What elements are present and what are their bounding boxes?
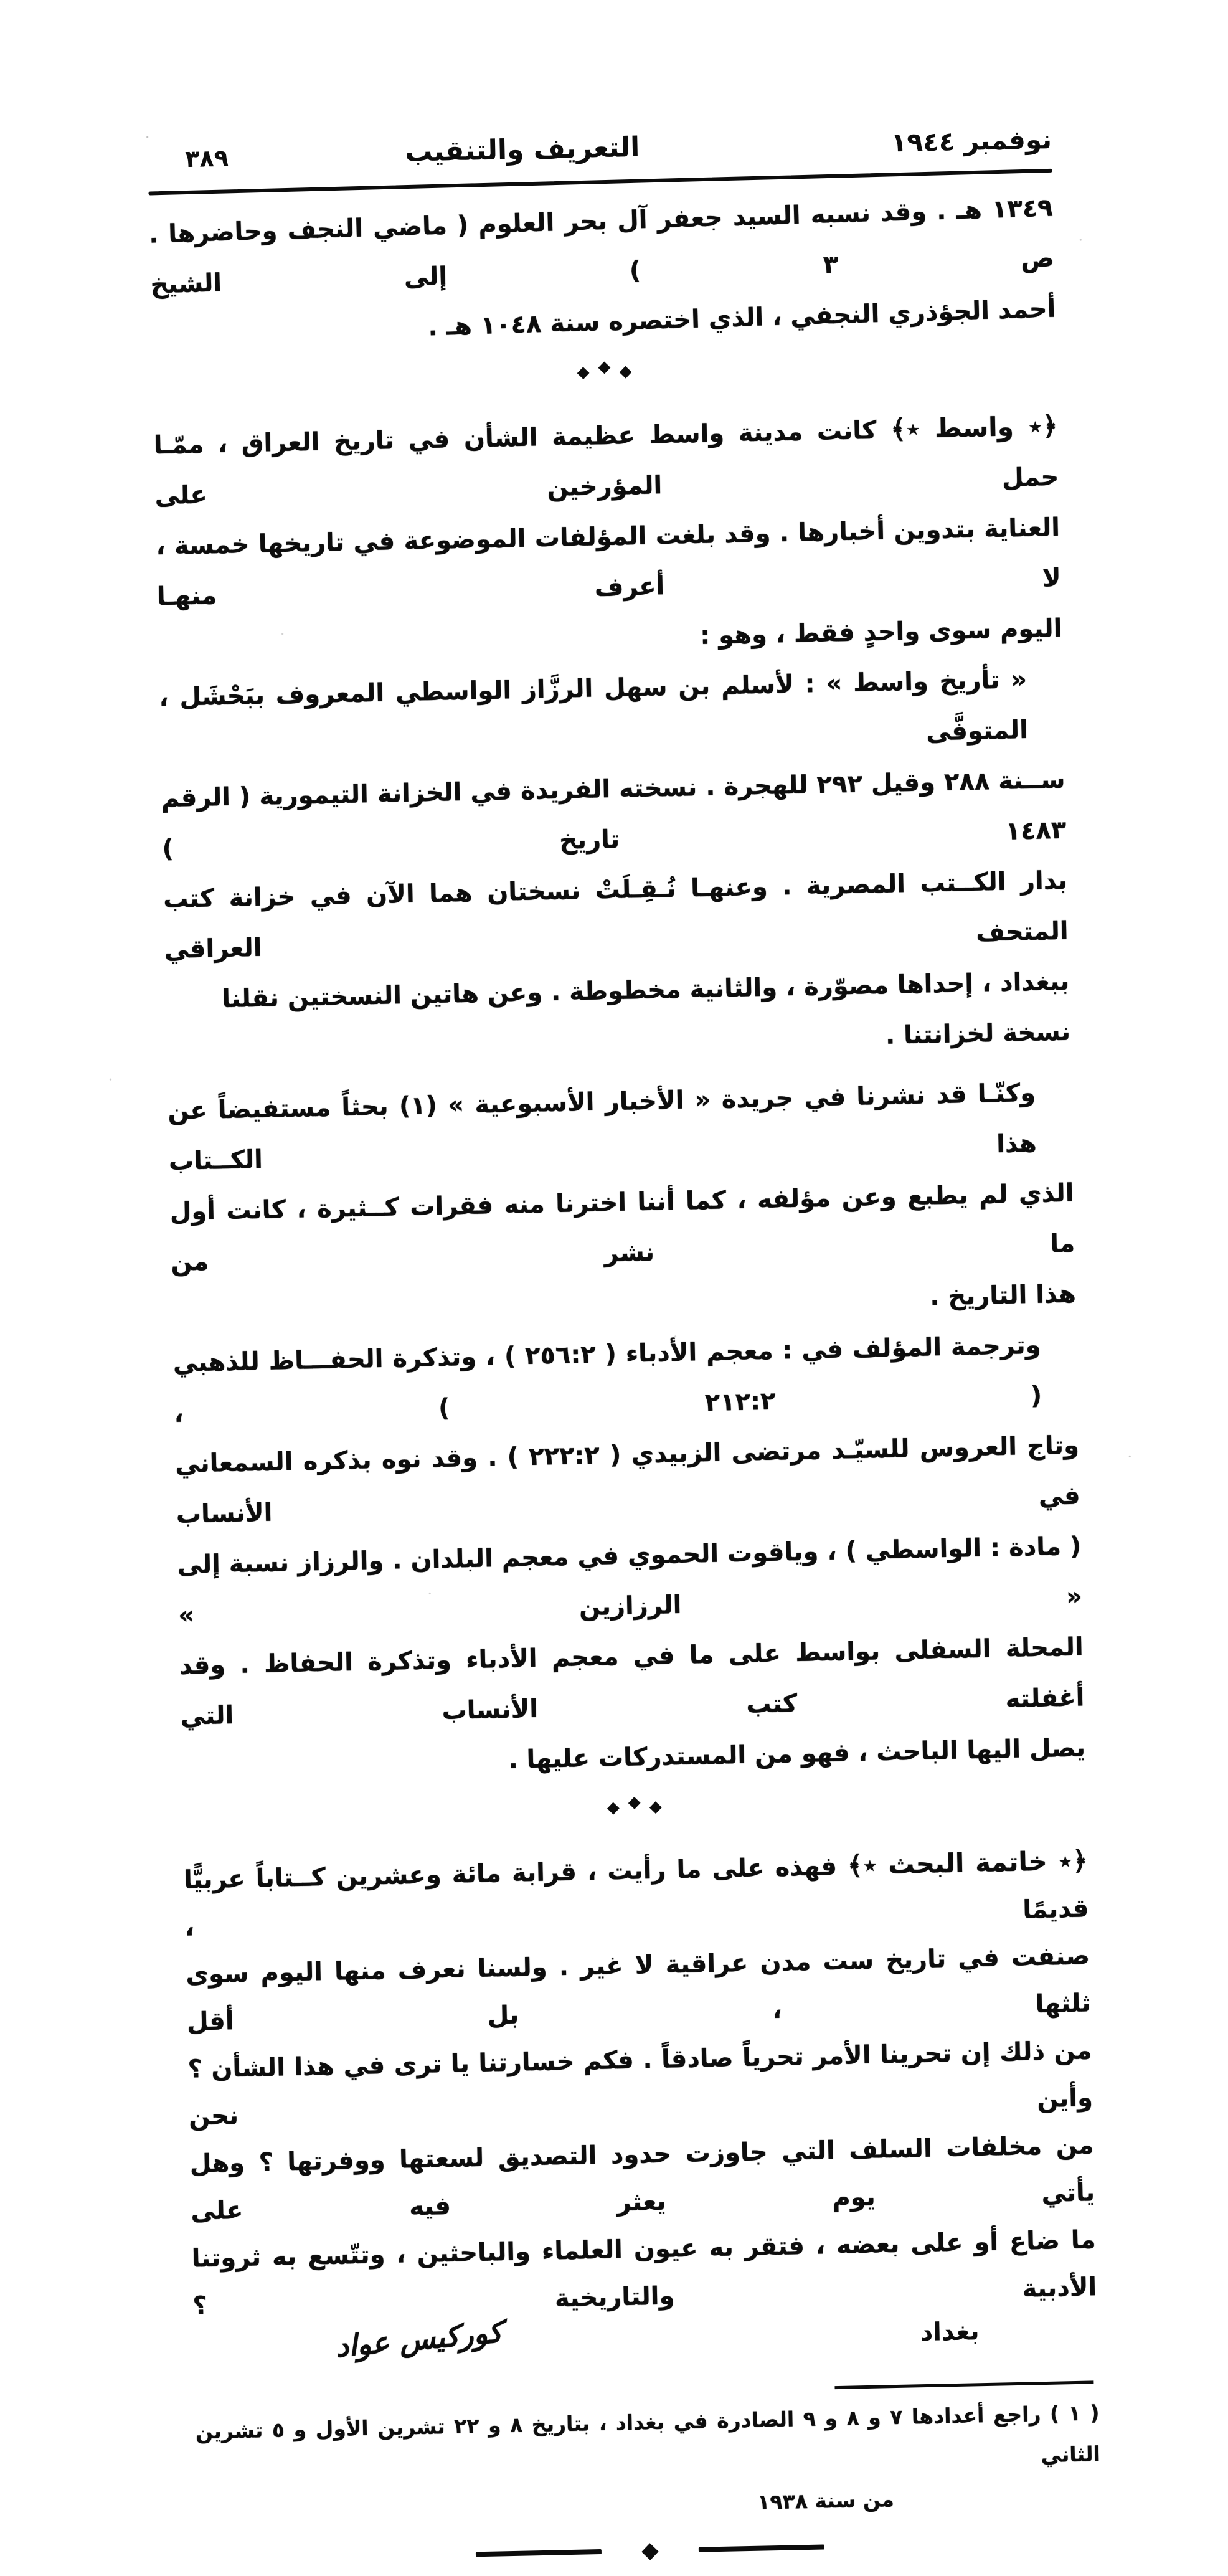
page-content <box>144 0 1102 2576</box>
text-line: يصل اليها الباحث ، فهو من المستدركات عليها . <box>508 1733 1086 1774</box>
text-line: من ذلك إن تحرينا الأمر تحرياً صادقاً . فكم خسارتنا يا ترى في هذا الشأن ؟ وأين نحن <box>187 2036 1093 2131</box>
paragraph-tarikh-wasit <box>159 654 1071 1076</box>
diamond-icon: ◆ <box>607 1798 620 1817</box>
paragraph-biography <box>172 1320 1086 1792</box>
text-line: ببغداد ، إحداها مصوّرة ، والثانية مخطوطة . وعن هاتين النسختين نقلنا نسخة لخزانتنا . <box>221 967 1071 1050</box>
text-line <box>183 1837 1089 1951</box>
paragraph-wasit <box>153 400 1062 673</box>
text-line <box>153 400 1059 521</box>
section-marker-wasit: ﴿٭ واسط ٭﴾ <box>890 410 1059 445</box>
text-line: اليوم سوى واحدٍ فقط ، وهو : <box>699 613 1062 651</box>
text-line: الذي لم يطبع وعن مؤلفه ، كما أننا اخترنا منه فقرات كــثيرة ، كانت أول ما نشر من <box>169 1178 1075 1277</box>
text-line: صنفت في تاريخ ست مدن عراقية لا غير . ولسنا نعرف منها اليوم سوى ثلثها ، بل أقل <box>185 1941 1092 2037</box>
page-number: ٣٨٩ <box>184 144 229 173</box>
text-line: ســنة ٢٨٨ وقيل ٢٩٢ للهجرة . نسخته الفريدة في الخزانة التيمورية ( الرقم ١٤٨٣ تاريخ ) <box>161 765 1067 864</box>
text-line: بدار الكــتب المصرية . وعنهـا نُـقِـلَتْ نسختان هما الآن في خزانة كتب المتحف العراقي <box>163 866 1069 965</box>
footnote <box>195 2392 1102 2534</box>
paragraph-conclusion <box>183 1837 1097 2329</box>
section-marker-conclusion: ﴿٭ خاتمة البحث ٭﴾ <box>847 1845 1089 1881</box>
text-span: كانت مدينة واسط عظيمة الشأن في تاريخ العراق ، ممّـا حمل المؤرخين على <box>153 416 1059 511</box>
paragraph-publication <box>167 1068 1076 1338</box>
text-line: وتاج العروس للسيّـد مرتضى الزبيدي ( ٢٢٢:٢ ) . وقد نوه بذكره السمعاني في الأنساب <box>174 1431 1081 1529</box>
text-line: وكنّـا قد نشرنا في جريدة « الأخبار الأسبوعية » (١) بحثاً مستفيضاً عن هذا الكــتاب <box>167 1078 1037 1177</box>
footnote-line: ( ١ ) راجع أعدادها ٧ و ٨ و ٩ الصادرة في بغداد ، بتاريخ ٨ و ٢٢ تشرين الأول و ٥ تشرين الثاني <box>195 2400 1101 2468</box>
footnote-rule <box>834 2380 1093 2389</box>
text-span: فهذه على ما رأيت ، قرابة مائة وعشرين كــتاباً عربيًّا قديمًا ، <box>183 1852 1089 1942</box>
end-ornament <box>198 2526 1103 2575</box>
text-line: ما ضاع أو على بعضه ، فتقر به عيون العلماء والباحثين ، وتتّسع به ثروتنا الأدبية والتاريخية ؟ <box>191 2225 1097 2321</box>
text-line: أحمد الجؤذري النجفي ، الذي اختصره سنة ١٠٤٨ هـ . <box>427 294 1057 342</box>
text-line: وترجمة المؤلف في : معجم الأدباء ( ٢٥٦:٢ ) ، وتذكرة الحفـــاظ للذهبي ( ٢١٢:٢ ) ، <box>172 1330 1042 1428</box>
text-line: العناية بتدوين أخبارها . وقد بلغت المؤلفات الموضوعة في تاريخها خمسة ، لا أعرف منهـا <box>155 513 1062 612</box>
diamond-icon: ◆ <box>641 2537 659 2564</box>
ornament-bar <box>476 2549 602 2557</box>
text-line: « تأريخ واسط » : لأسلم بن سهل الرزَّاز الواسطي المعروف ببَحْشَل ، المتوفَّى <box>158 665 1029 747</box>
diamond-icon: ◆ <box>619 362 632 381</box>
page-header <box>144 0 1052 173</box>
footnote-line: من سنة ١٩٣٨ <box>757 2487 895 2514</box>
text-line: هذا التاريخ . <box>929 1279 1077 1312</box>
text-line: ( مادة : الواسطي ) ، وياقوت الحموي في معجم البلدان . والرزاز نسبة إلى « الرزازين » <box>177 1532 1083 1630</box>
paragraph-continuation <box>148 183 1057 361</box>
text-line: المحلة السفلى بواسط على ما في معجم الأدباء وتذكرة الحفاظ . وقد أغفلته كتب الأنساب التي <box>179 1632 1085 1731</box>
text-line: من مخلفات السلف التي جاوزت حدود التصديق لسعتها ووفرتها ؟ وهل يأتي يوم يعثر فيه على <box>189 2131 1095 2226</box>
section-separator <box>182 1788 1087 1834</box>
diamond-icon: ◆ <box>628 1792 641 1812</box>
text-line: ١٣٤٩ هـ . وقد نسبه السيد جعفر آل بحر العلوم ( ماضي النجف وحاضرها . ص ٣ ) إلى الشيخ <box>148 193 1055 300</box>
diamond-icon: ◆ <box>598 357 611 377</box>
section-title: التعريف والتنقيب <box>404 131 640 168</box>
issue-date: نوفمبر ١٩٤٤ <box>890 124 1052 158</box>
section-separator <box>152 353 1057 399</box>
signature-place: بغداد <box>920 2317 980 2347</box>
diamond-icon: ◆ <box>649 1797 663 1817</box>
signature-author: كوركيس عواد <box>334 2315 504 2365</box>
ornament-bar <box>699 2545 824 2552</box>
diamond-icon: ◆ <box>577 362 590 382</box>
